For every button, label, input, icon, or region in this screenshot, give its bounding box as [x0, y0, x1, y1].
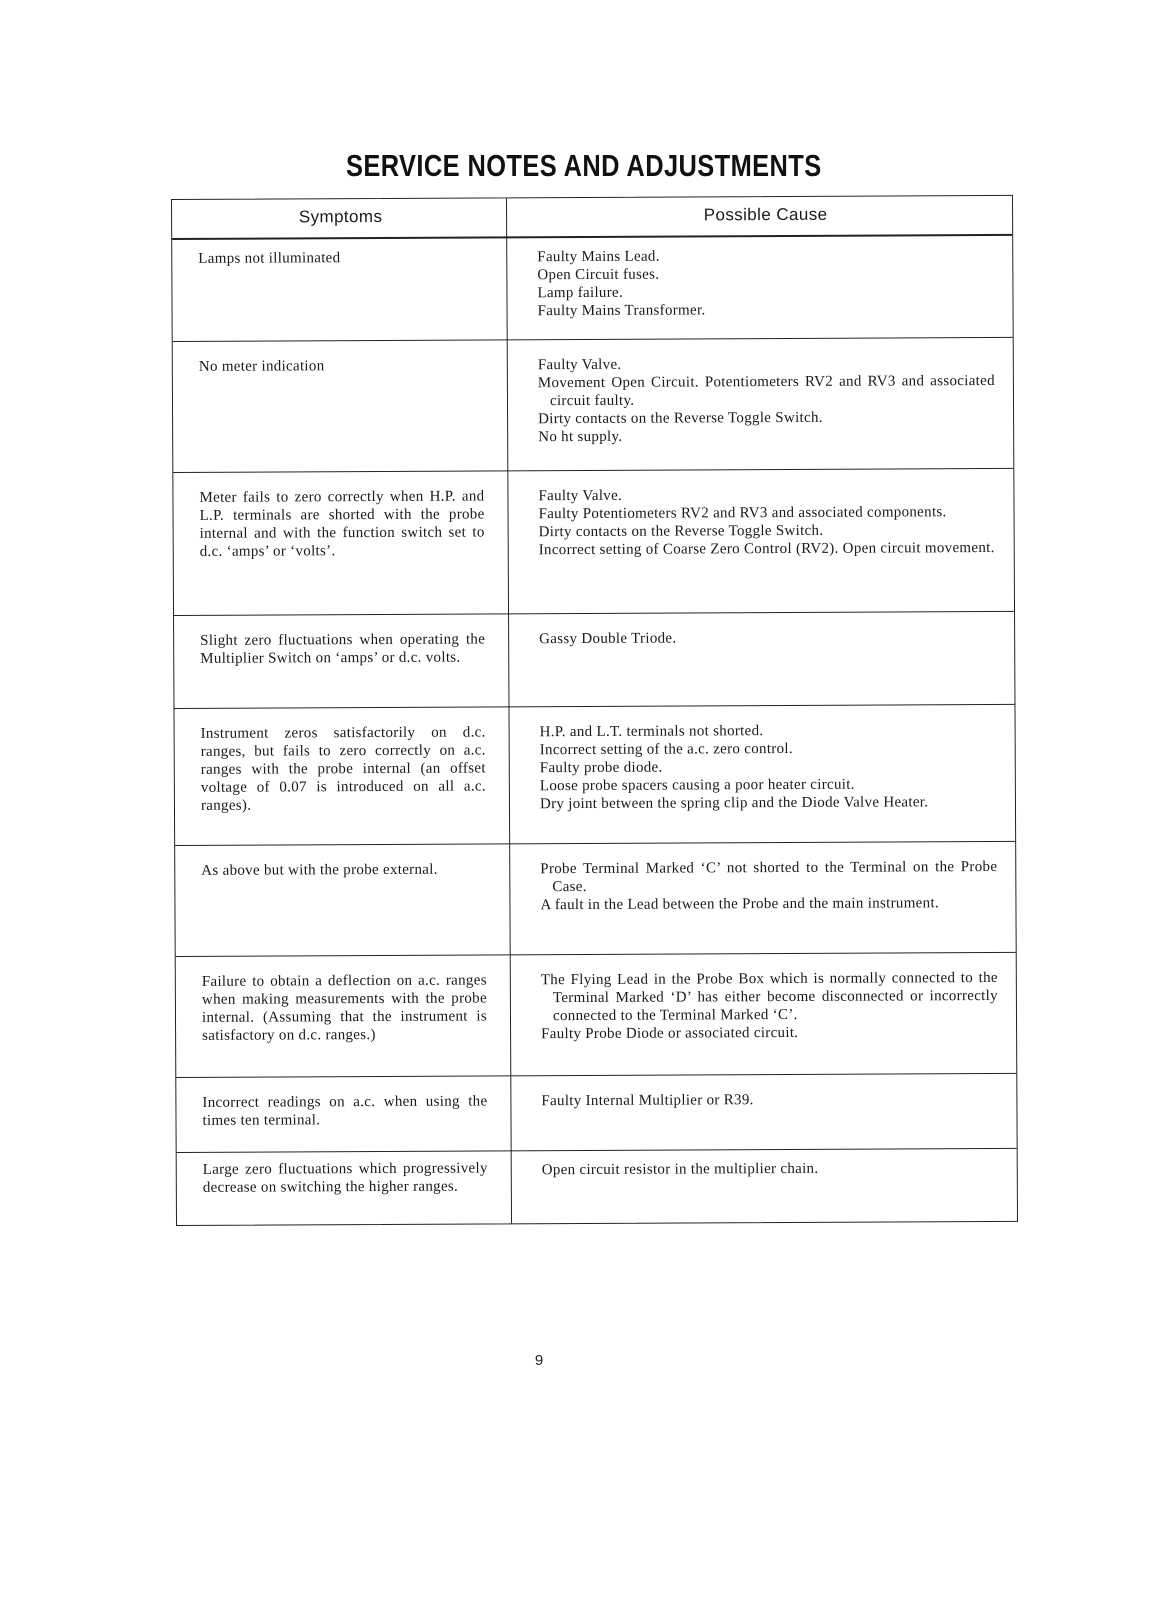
table-row [176, 1074, 1016, 1153]
cause-cell [512, 1149, 1017, 1223]
symptom-cell: Lamps not illuminated [198, 250, 341, 267]
cause-line: Open circuit resistor in the multiplier chain. [541, 1160, 819, 1179]
table-row [173, 338, 1014, 473]
cause-line: Faulty Mains Lead. [537, 248, 660, 266]
cause-line: Dirty contacts on the Reverse Toggle Switch. [538, 409, 823, 428]
page-title: SERVICE NOTES AND ADJUSTMENTS [345, 148, 822, 183]
cause-line: H.P. and L.T. terminals not shorted. [539, 723, 764, 741]
table-row [177, 1149, 1017, 1225]
table-row [173, 469, 1014, 616]
table-row [174, 612, 1014, 709]
symptom-cell: Incorrect readings on a.c. when using the times ten terminal. [202, 1093, 488, 1129]
cause-line: Faulty Valve. [538, 487, 623, 505]
cause-cell [510, 842, 1016, 954]
cause-line: Probe Terminal Marked ‘C’ not shorted to the Terminal on the Probe Case. [540, 858, 998, 896]
cause-cell [509, 705, 1015, 843]
table-header-row [172, 196, 1012, 240]
cause-line: Faulty Probe Diode or associated circuit. [541, 1024, 799, 1043]
cause-cell [507, 236, 1012, 339]
table-row [174, 705, 1015, 846]
symptoms-header: Symptoms [298, 206, 383, 227]
cause-line: The Flying Lead in the Probe Box which is normally connected to the Terminal Marked ‘D’ has either become disconnected or incorrectly connected to the Terminal Marked ‘C’. [540, 969, 998, 1025]
cause-line: Movement Open Circuit. Potentiometers RV2 and RV3 and associated circuit faulty. [537, 372, 995, 410]
symptom-cell: Slight zero fluctuations when operating the Multiplier Switch on ‘amps’ or d.c. volts. [200, 631, 486, 667]
cause-line: Incorrect setting of Coarse Zero Control (RV2). Open circuit movement. [538, 539, 995, 559]
cause-line: Incorrect setting of the a.c. zero control. [539, 740, 793, 759]
cause-cell [508, 469, 1014, 613]
cause-line: Faulty Internal Multiplier or R39. [541, 1092, 754, 1110]
cause-line: Loose probe spacers causing a poor heater circuit. [539, 776, 855, 795]
cause-cell [511, 1074, 1016, 1150]
possible-cause-header: Possible Cause [703, 204, 828, 225]
cause-line: Gassy Double Triode. [539, 630, 677, 648]
cause-line: Open Circuit fuses. [537, 266, 660, 284]
table-row [175, 842, 1016, 957]
symptom-cell: Instrument zeros satisfactorily on d.c. ranges, but fails to zero correctly on a.c. ranges with the probe internal (an offset voltage of 0.07 is introduced on all a.c. ranges). [200, 724, 486, 814]
cause-line: A fault in the Lead between the Probe and the main instrument. [540, 895, 939, 914]
cause-line: Faulty probe diode. [539, 759, 663, 777]
cause-line: Dry joint between the spring clip and the Diode Valve Heater. [539, 794, 929, 813]
symptom-cell: As above but with the probe external. [201, 861, 438, 879]
symptom-cell: Failure to obtain a deflection on a.c. ranges when making measurements with the probe internal. (Assuming that the instrument is satisfactory on d.c. ranges.) [201, 972, 488, 1044]
cause-line: Faulty Potentiometers RV2 and RV3 and associated components. [538, 504, 947, 523]
cause-cell [511, 953, 1017, 1075]
table-row [172, 236, 1012, 342]
service-notes-table [171, 195, 1018, 1226]
cause-line: Lamp failure. [537, 284, 624, 302]
cause-line: No ht supply. [538, 428, 623, 446]
cause-line: Faulty Mains Transformer. [537, 302, 706, 320]
page-number: 9 [534, 1352, 544, 1369]
cause-cell [509, 612, 1014, 706]
cause-cell [508, 338, 1014, 470]
symptom-cell: Meter fails to zero correctly when H.P. and L.P. terminals are shorted with the probe internal and with the function switch set to d.c. ‘amps’ or ‘volts’. [199, 488, 485, 560]
symptom-cell: No meter indication [198, 358, 325, 375]
cause-line: Faulty Valve. [537, 356, 622, 374]
symptom-cell: Large zero fluctuations which progressively decrease on switching the higher ranges. [202, 1160, 488, 1196]
cause-line: Dirty contacts on the Reverse Toggle Switch. [538, 522, 824, 541]
table-row [176, 953, 1017, 1078]
